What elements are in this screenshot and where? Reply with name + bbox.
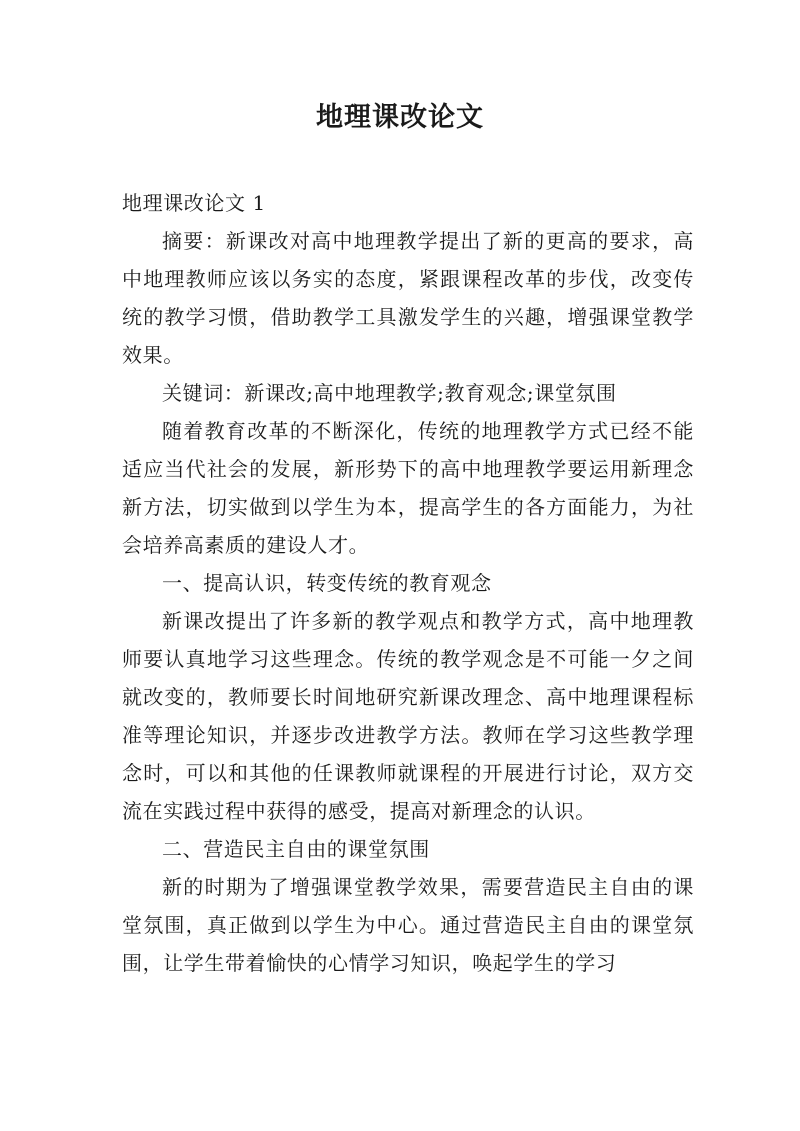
abstract-paragraph: 摘要：新课改对高中地理教学提出了新的更高的要求，高中地理教师应该以务实的态度，紧跟课程改革的步伐，改变传统的教学习惯，借助教学工具激发学生的兴趣，增强课堂教学效果。 xyxy=(122,229,694,367)
section-heading-2: 二、营造民主自由的课堂氛围 xyxy=(162,837,430,861)
section-subtitle: 地理课改论文 1 xyxy=(122,191,266,215)
section-1-paragraph: 新课改提出了许多新的教学观点和教学方式，高中地理教师要认真地学习这些理念。传统的教学观念是不可能一夕之间就改变的，教师要长时间地研究新课改理念、高中地理课程标准等理论知识，并逐步改进教学方法。教师在学习这些教学理念时，可以和其他的任课教师就课程的开展进行讨论，双方交流在实践过程中获得的感受，提高对新理念的认识。 xyxy=(122,609,694,823)
document-title: 地理课改论文 xyxy=(316,102,484,133)
document-body xyxy=(122,184,694,982)
keywords-paragraph: 关键词：新课改;高中地理教学;教育观念;课堂氛围 xyxy=(162,381,617,405)
section-2-paragraph: 新的时期为了增强课堂教学效果，需要营造民主自由的课堂氛围，真正做到以学生为中心。通过营造民主自由的课堂氛围，让学生带着愉快的心情学习知识，唤起学生的学习 xyxy=(122,875,694,975)
intro-paragraph: 随着教育改革的不断深化，传统的地理教学方式已经不能适应当代社会的发展，新形势下的高中地理教学要运用新理念新方法，切实做到以学生为本，提高学生的各方面能力，为社会培养高素质的建设人才。 xyxy=(122,419,694,557)
section-heading-1: 一、提高认识，转变传统的教育观念 xyxy=(162,571,492,595)
